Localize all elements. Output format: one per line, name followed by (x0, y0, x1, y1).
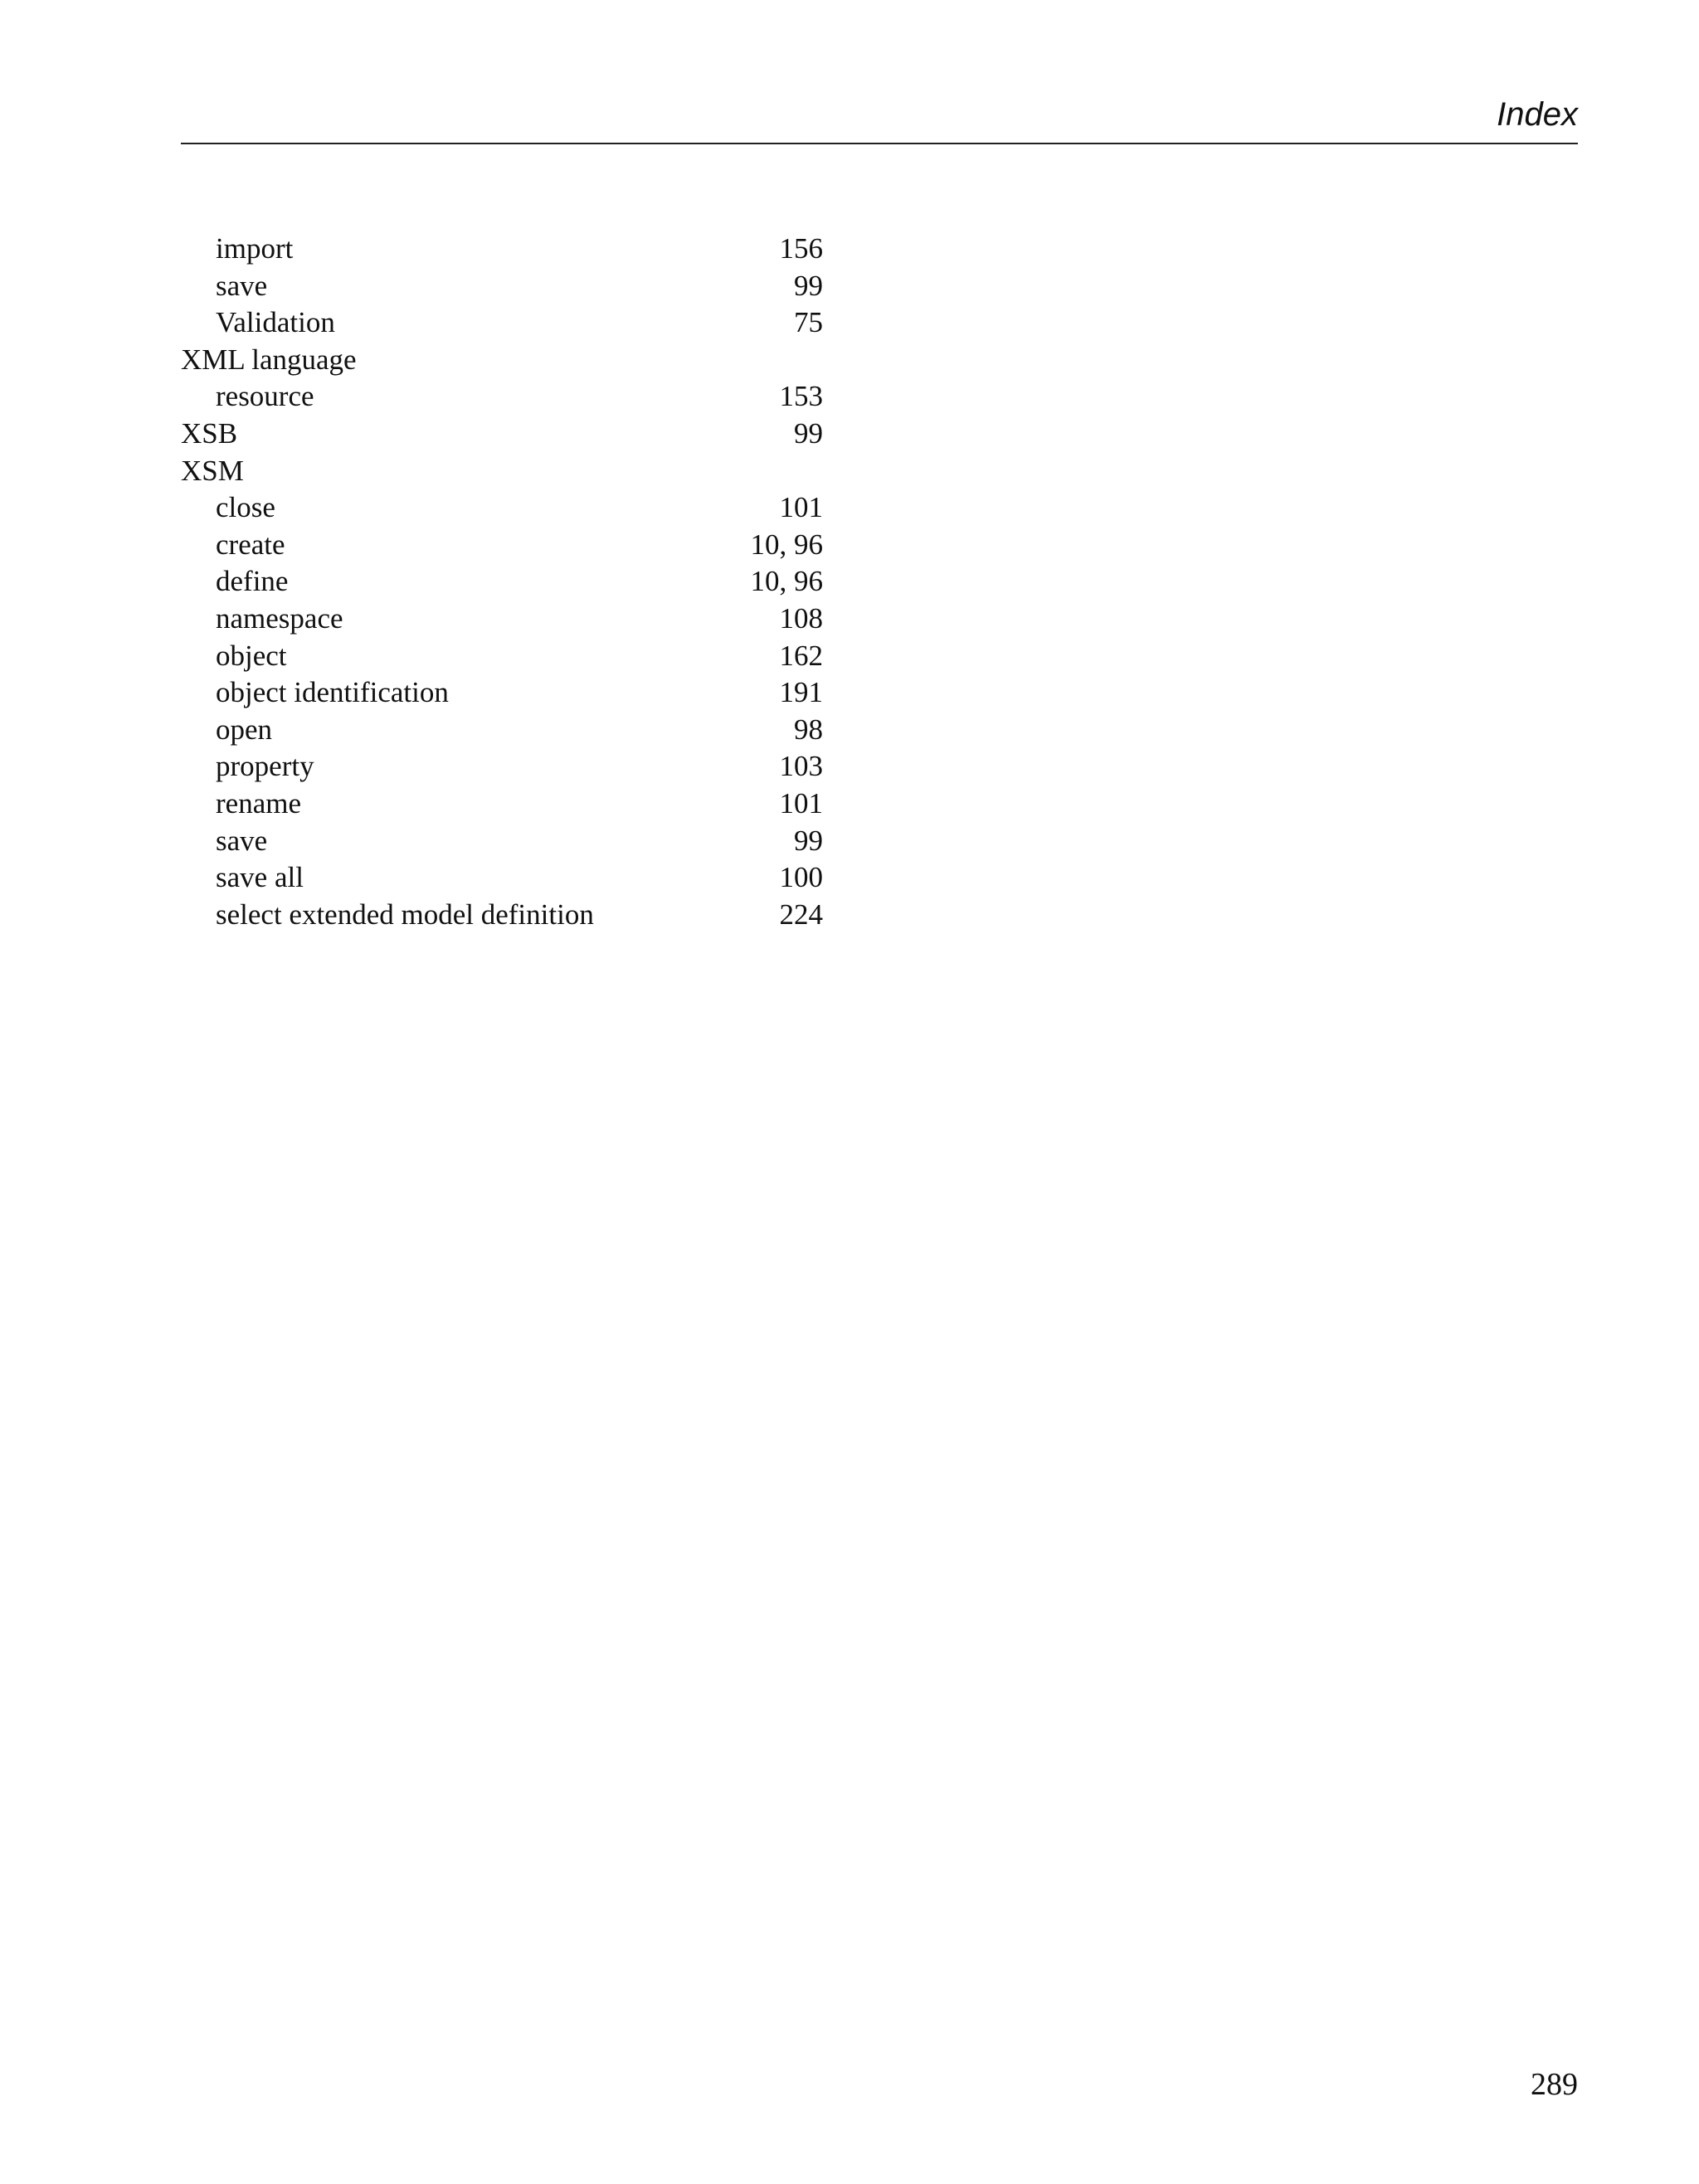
index-term: define (216, 565, 289, 598)
index-term: import (216, 232, 294, 265)
index-term: XSM (181, 454, 244, 487)
index-entry (181, 416, 823, 453)
index-term: Validation (216, 306, 335, 339)
index-entry (181, 823, 823, 860)
index-entry (181, 489, 823, 527)
index-entry (181, 897, 823, 934)
index-term: object identification (216, 676, 449, 709)
index-term: open (216, 713, 273, 746)
index-page-ref: 108 (779, 601, 823, 635)
index-term: select extended model definition (216, 897, 594, 931)
index-entry (181, 342, 823, 379)
index-entry (181, 712, 823, 749)
index-term: save (216, 824, 268, 857)
index-term: namespace (216, 601, 343, 635)
index-entry (181, 231, 823, 268)
index-page-ref: 10, 96 (750, 565, 823, 598)
index-page-ref: 224 (779, 897, 823, 931)
index-page-ref: 103 (779, 750, 823, 783)
index-page-ref: 10, 96 (750, 528, 823, 561)
index-term: close (216, 491, 275, 524)
index-entry (181, 268, 823, 305)
index-entry (181, 859, 823, 897)
index-term: create (216, 528, 285, 561)
index-entry (181, 601, 823, 638)
running-head-title: Index (1497, 96, 1578, 133)
index-entry (181, 638, 823, 675)
index-entry (181, 527, 823, 564)
index-page-ref: 191 (779, 676, 823, 709)
index-list (181, 231, 823, 933)
index-page-ref: 101 (779, 491, 823, 524)
index-term: object (216, 639, 287, 672)
index-page-ref: 101 (779, 786, 823, 820)
index-entry (181, 748, 823, 786)
index-entry (181, 674, 823, 712)
index-page-ref: 75 (794, 306, 823, 339)
index-entry (181, 304, 823, 342)
index-entry (181, 563, 823, 601)
index-page-ref: 153 (779, 380, 823, 413)
index-page-ref: 162 (779, 639, 823, 672)
index-term: property (216, 750, 314, 783)
index-entry (181, 453, 823, 490)
index-page-ref: 99 (794, 824, 823, 857)
index-entry (181, 786, 823, 823)
index-page-ref: 100 (779, 861, 823, 894)
index-page-ref: 156 (779, 232, 823, 265)
index-page-ref: 99 (794, 269, 823, 302)
page-number: 289 (1531, 2067, 1578, 2102)
index-term: save (216, 269, 268, 302)
index-term: rename (216, 786, 301, 820)
index-entry (181, 378, 823, 416)
index-term: resource (216, 380, 314, 413)
index-page-ref: 99 (794, 416, 823, 450)
index-page-ref: 98 (794, 713, 823, 746)
index-term: save all (216, 861, 304, 894)
index-term: XSB (181, 416, 238, 450)
index-term: XML language (181, 343, 357, 376)
header-rule (181, 143, 1578, 144)
